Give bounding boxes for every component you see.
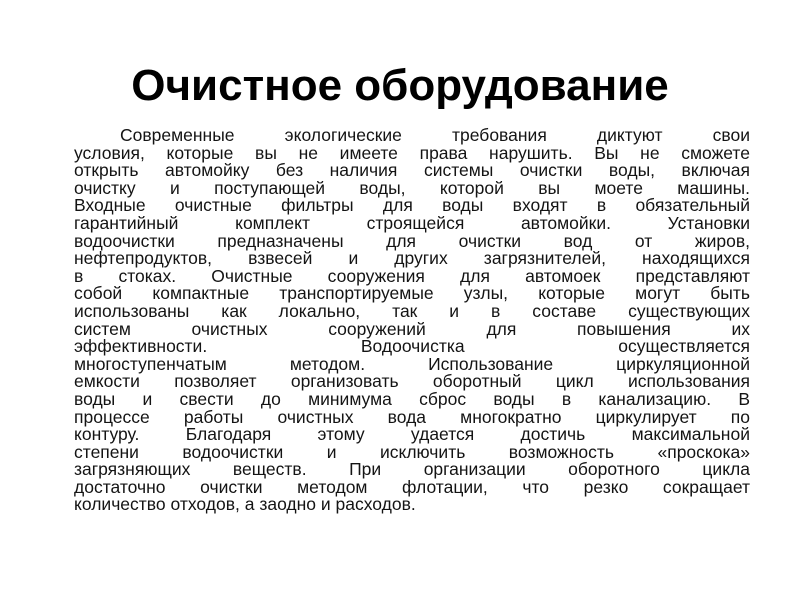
body-paragraph bbox=[74, 127, 750, 514]
slide-title: Очистное оборудование bbox=[131, 61, 669, 110]
body-line: загрязняющих веществ. При организации оборотного цикла bbox=[74, 459, 750, 480]
body-line: степени водоочистки и исключить возможность «проскока» bbox=[74, 441, 750, 462]
body-line: количество отходов, а заодно и расходов. bbox=[74, 494, 416, 515]
body-line: гарантийный комплект строящейся автомойки. Установки bbox=[74, 212, 750, 233]
body-line: очистку и поступающей воды, которой вы моете машины. bbox=[74, 177, 750, 198]
body-line: собой компактные транспортируемые узлы, которые могут быть bbox=[74, 283, 750, 304]
body-line: использованы как локально, так и в составе существующих bbox=[74, 300, 750, 321]
body-line: процессе работы очистных вода многократно циркулирует по bbox=[74, 406, 750, 427]
body-line: достаточно очистки методом флотации, что резко сокращает bbox=[74, 476, 750, 497]
body-line: нефтепродуктов, взвесей и других загрязнителей, находящихся bbox=[74, 248, 750, 269]
body-line: контуру. Благодаря этому удается достичь максимальной bbox=[74, 424, 750, 445]
body-line: в стоках. Очистные сооружения для автомоек представляют bbox=[74, 265, 750, 286]
body-line: водоочистки предназначены для очистки вод от жиров, bbox=[74, 230, 750, 251]
body-line: эффективности. Водоочистка осуществляется bbox=[74, 336, 750, 357]
body-line: многоступенчатым методом. Использование циркуляционной bbox=[74, 353, 750, 374]
body-line: воды и свести до минимума сброс воды в канализацию. В bbox=[74, 388, 750, 409]
body-line: условия, которые вы не имеете права нарушить. Вы не сможете bbox=[74, 142, 750, 163]
body-line: Входные очистные фильтры для воды входят в обязательный bbox=[74, 195, 750, 216]
body-line: систем очистных сооружений для повышения их bbox=[74, 318, 750, 339]
body-line: Современные экологические требования диктуют свои bbox=[120, 125, 750, 145]
body-line: открыть автомойку без наличия системы очистки воды, включая bbox=[74, 160, 750, 181]
body-line: емкости позволяет организовать оборотный цикл использования bbox=[74, 371, 750, 392]
